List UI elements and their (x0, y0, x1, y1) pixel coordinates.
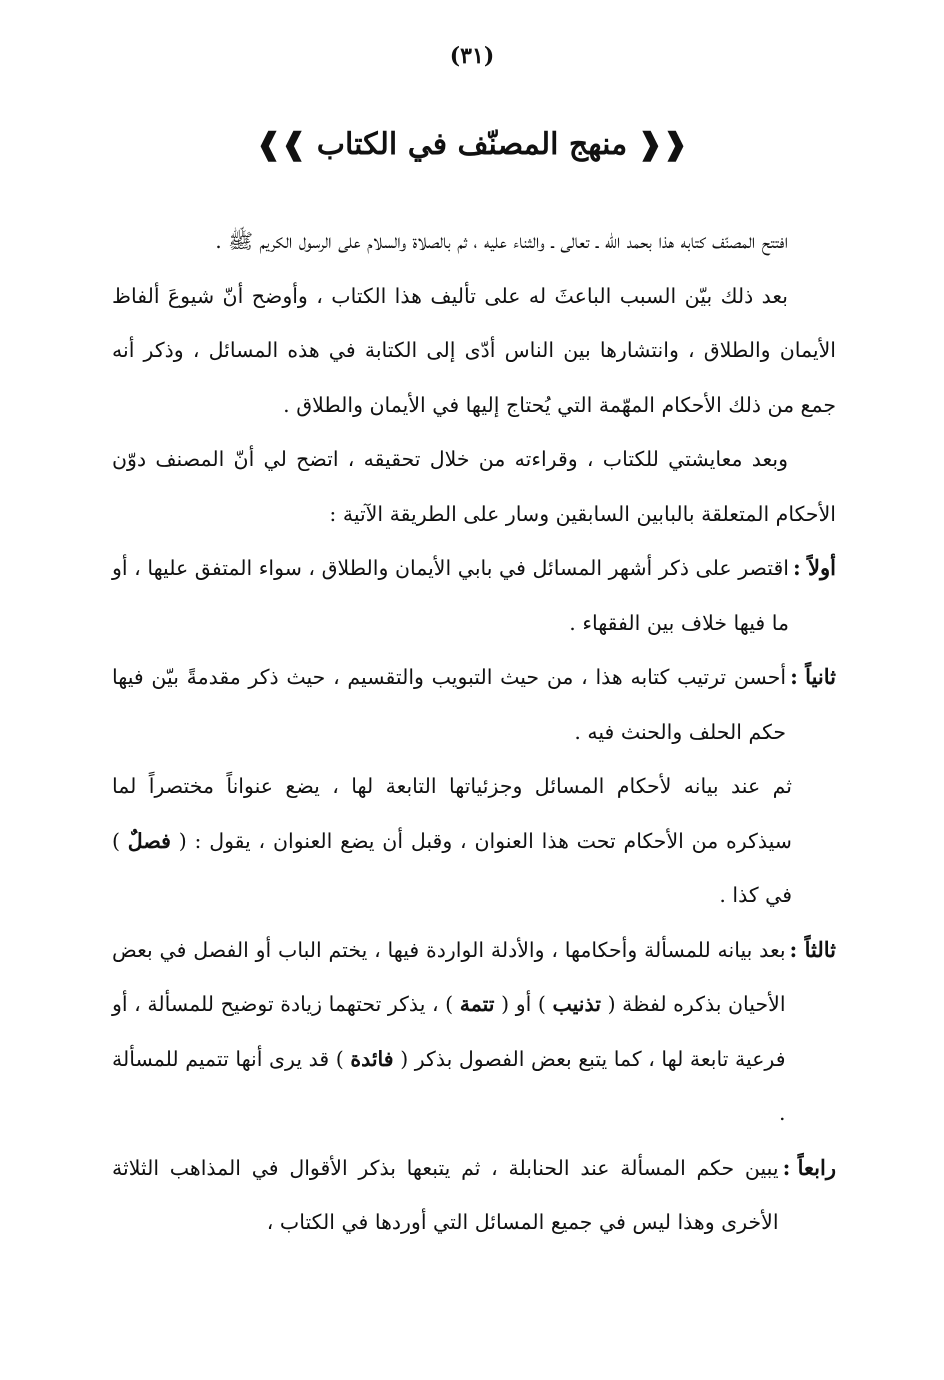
item-second-sub-after: ) في كذا . (112, 828, 792, 907)
item-third-text-2: ) أو ( (501, 992, 546, 1016)
intro-paragraph-1: افتتح المصنّف كتابه هذا بحمد الله ـ تعالى ـ والثناء عليه ، ثم بالصلاة والسلام على الرسول الكريم ﷺ . (215, 229, 788, 253)
list-item-fourth (112, 1141, 836, 1250)
item-label-third: ثالثاً : (789, 936, 836, 962)
section-title: ❰❰ منهج المصنّف في الكتاب ❱❱ (256, 127, 688, 162)
item-second-continuation (112, 759, 836, 923)
intro-paragraph-2: بعد ذلك بيّن السبب الباعثَ له على تأليف هذا الكتاب ، وأوضح أنّ شيوعَ ألفاظ الأيمان والطلاق ، وانتشارها بين الناس أدّى إلى الكتابة في هذه المسائل ، وذكر أنه جمع من ذلك الأحكام المهّمة التي يُحتاج إليها في الأيمان والطلاق . (112, 283, 836, 417)
body-text (112, 214, 836, 1250)
item-third-text-1: بعد بيانه للمسألة وأحكامها ، والأدلة الواردة فيها ، يختم الباب أو الفصل في بعض الأحيان بذكره لفظة ( (112, 937, 786, 1016)
keyword-fasl: فصلٌ (127, 828, 171, 853)
list-item-third (112, 923, 836, 1141)
item-third-text-4: ) قد يرى أنها تتميم للمسألة . (112, 1046, 786, 1125)
item-text-third (112, 923, 786, 1141)
keyword-tadhnib: تذنيب (552, 992, 601, 1016)
item-second-sub-before: ثم عند بيانه لأحكام المسائل وجزئياتها التابعة لها ، يضع عنواناً مختصراً لما سيذكره من الأحكام تحت هذا العنوان ، وقبل أن يضع العنوان ، يقول : ( (112, 774, 792, 853)
intro-paragraph-3: وبعد معايشتي للكتاب ، وقراءته من خلال تحقيقه ، اتضح لي أنّ المصنف دوّن الأحكام المتعلقة بالبابين السابقين وسار على الطريقة الآتية : (112, 447, 836, 526)
item-third-text-3: ) ، يذكر تحتهما زيادة توضيح للمسألة ، أو فرعية تابعة لها ، كما يتبع بعض الفصول بذكر ( (112, 992, 786, 1071)
item-label-second: ثانياً : (790, 664, 836, 689)
item-text-fourth: يبين حكم المسألة عند الحنابلة ، ثم يتبعها بذكر الأقوال في المذاهب الثلاثة الأخرى وهذا ليس في جميع المسائل التي أوردها في الكتاب ، (112, 1155, 779, 1234)
keyword-faida: فائدة (350, 1046, 394, 1071)
keyword-tatimma: تتمة (459, 992, 495, 1016)
item-label-fourth: رابعاً : (782, 1154, 836, 1180)
item-text-second: أحسن ترتيب كتابه هذا ، من حيث التبويب والتقسيم ، حيث ذكر مقدمةً بيّن فيها حكم الحلف والحنث فيه . (112, 665, 787, 744)
item-label-first: أولاً : (792, 555, 836, 580)
list-item-first (112, 541, 836, 650)
page-number: (٣١) (449, 43, 495, 69)
item-text-first: اقتصر على ذكر أشهر المسائل في بابي الأيمان والطلاق ، سواء المتفق عليها ، أو ما فيها خلاف بين الفقهاء . (112, 556, 789, 635)
list-item-second (112, 650, 836, 759)
